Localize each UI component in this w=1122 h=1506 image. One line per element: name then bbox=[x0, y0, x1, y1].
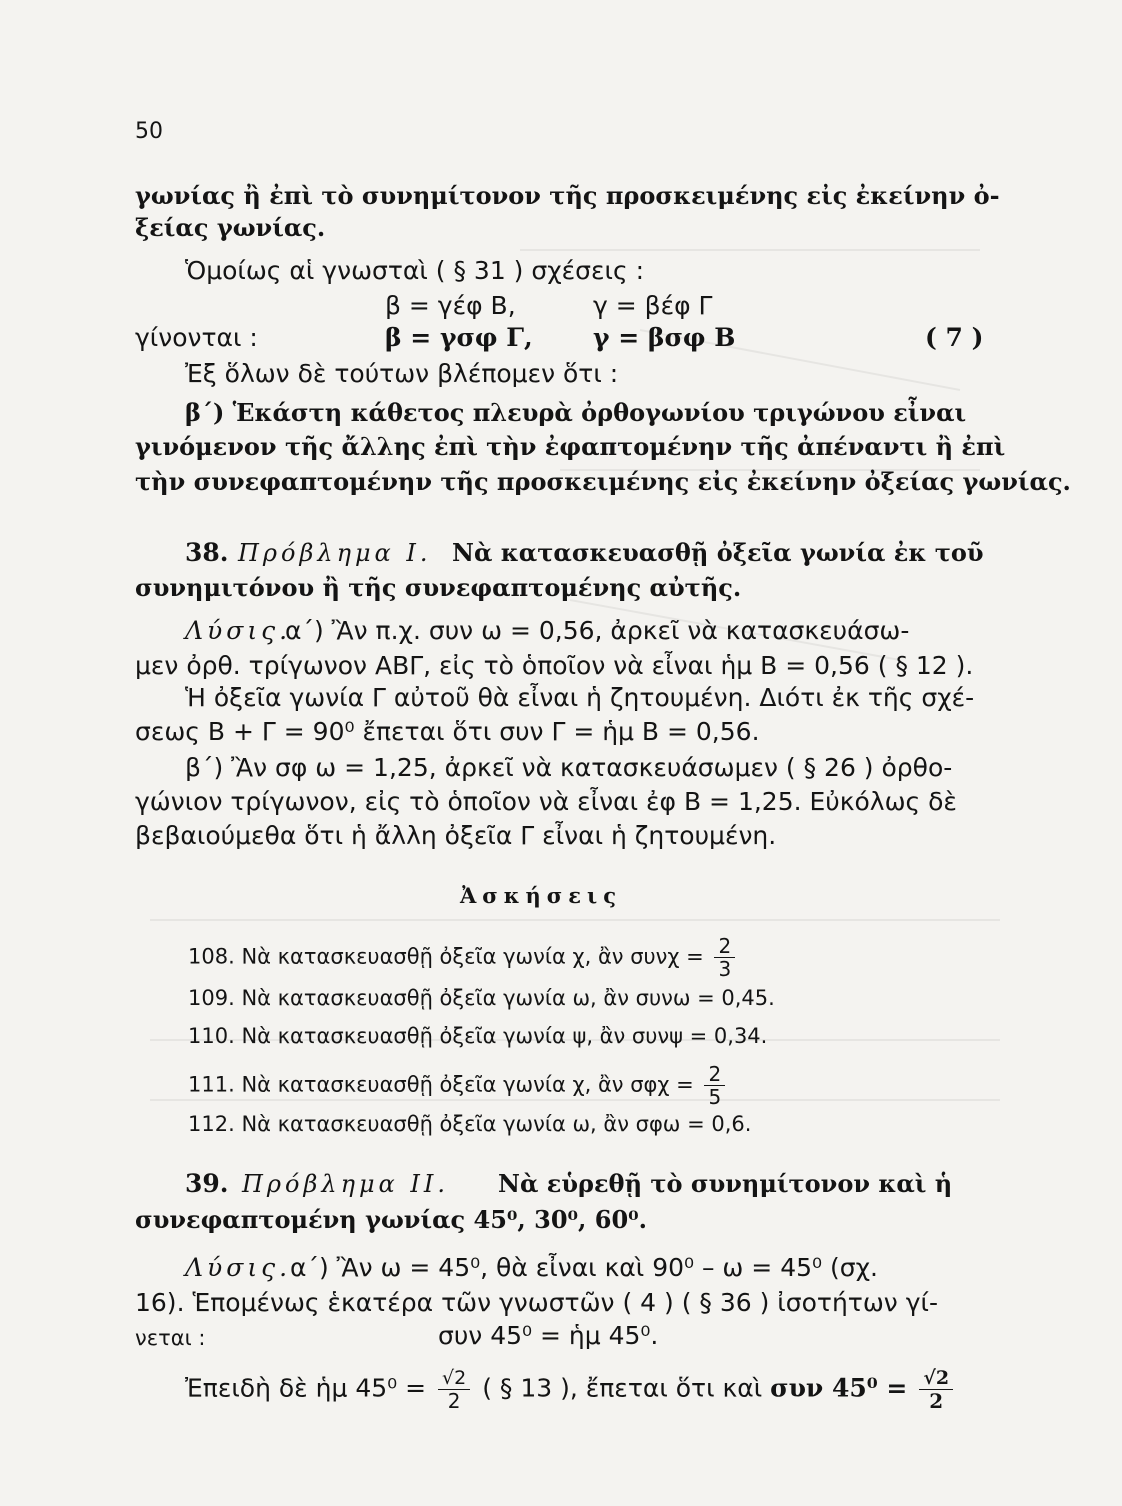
exercise-number: 112. bbox=[188, 1112, 235, 1136]
conclusion-intro: Ἐξ ὅλων δὲ τούτων βλέπομεν ὅτι : bbox=[185, 359, 619, 388]
problem-39-title-1: Νὰ εὑρεθῇ τὸ συνημίτονον καὶ ἡ bbox=[498, 1169, 953, 1198]
exercises-heading: Ἀσκήσεις bbox=[460, 883, 622, 908]
solution-38-line-2: μεν ὀρθ. τρίγωνον ΑΒΓ, εἰς τὸ ὁποῖον νὰ εἶναι ἡμ Β = 0,56 ( § 12 ). bbox=[135, 651, 974, 680]
equation-number: ( 7 ) bbox=[925, 323, 984, 352]
exercise-number: 108. bbox=[188, 944, 235, 969]
line-4-text-c: συν 45⁰ = bbox=[770, 1373, 908, 1403]
theorem-line-1: β΄) Ἑκάστη κάθετος πλευρὰ ὀρθογωνίου τριγώνου εἶναι bbox=[185, 398, 967, 427]
intro-line-3: Ὁμοίως αἱ γνωσταὶ ( § 31 ) σχέσεις : bbox=[185, 256, 645, 285]
exercise-111 bbox=[188, 1063, 729, 1108]
solution-38-line-1: α΄) Ἂν π.χ. συν ω = 0,56, ἀρκεῖ νὰ κατασκευάσω- bbox=[285, 616, 910, 645]
problem-38-label: Πρόβλημα Ι. bbox=[238, 539, 432, 567]
exercise-number: 111. bbox=[188, 1072, 235, 1097]
problem-39-title-2: συνεφαπτομένη γωνίας 45⁰, 30⁰, 60⁰. bbox=[135, 1205, 648, 1234]
intro-line-1: γωνίας ἢ ἐπὶ τὸ συνημίτονον τῆς προσκειμένης εἰς ἐκείνην ὀ- bbox=[135, 181, 1000, 210]
solution-39-line-4 bbox=[185, 1367, 957, 1412]
fraction-denominator: 2 bbox=[929, 1389, 944, 1413]
theorem-line-3: τὴν συνεφαπτομένην τῆς προσκειμένης εἰς ἐκείνην ὀξείας γωνίας. bbox=[135, 467, 1071, 496]
solution-39-label: Λύσις. bbox=[185, 1253, 292, 1282]
exercise-text: Νὰ κατασκευασθῇ ὀξεῖα γωνία ω, ἂν συνω = 0,45. bbox=[241, 986, 775, 1010]
solution-38-line-3: Ἡ ὀξεῖα γωνία Γ αὐτοῦ θὰ εἶναι ἡ ζητουμένη. Διότι ἐκ τῆς σχέ- bbox=[185, 683, 975, 712]
sqrt2-over-2-fraction-bold bbox=[919, 1367, 953, 1412]
fraction-denominator: 3 bbox=[718, 957, 732, 981]
problem-38-title-2: συνημιτόνου ἢ τῆς συνεφαπτομένης αὐτῆς. bbox=[135, 573, 742, 602]
solution-39-line-2: 16). Ἑπομένως ἑκατέρα τῶν γνωστῶν ( 4 ) ( § 36 ) ἰσοτήτων γί- bbox=[135, 1288, 938, 1317]
problem-38-number: 38. bbox=[185, 538, 229, 567]
line-4-text-b: ( § 13 ), ἔπεται ὅτι καὶ bbox=[482, 1373, 763, 1403]
equation-1-right: γ = βέφ Γ bbox=[593, 291, 713, 320]
equation-2-label: γίνονται : bbox=[135, 323, 258, 352]
intro-line-2: ξείας γωνίας. bbox=[135, 213, 326, 242]
problem-39-number: 39. bbox=[185, 1169, 229, 1198]
solution-39-line-3-label: νεται : bbox=[135, 1326, 206, 1350]
solution-39-line-3-equation: συν 45⁰ = ἡμ 45⁰. bbox=[438, 1321, 659, 1350]
exercise-110 bbox=[188, 1020, 767, 1052]
fraction-numerator: 2 bbox=[704, 1063, 725, 1086]
exercise-text: Νὰ κατασκευασθῇ ὀξεῖα γωνία ψ, ἂν συνψ = 0,34. bbox=[241, 1024, 768, 1048]
fraction bbox=[714, 935, 735, 980]
equation-2-left: β = γσφ Γ, bbox=[385, 323, 533, 352]
solution-39-line-1: α΄) Ἂν ω = 45⁰, θὰ εἶναι καὶ 90⁰ – ω = 45⁰ (σχ. bbox=[290, 1253, 878, 1282]
solution-38-line-7: βεβαιούμεθα ὅτι ἡ ἄλλη ὀξεῖα Γ εἶναι ἡ ζητουμένη. bbox=[135, 821, 777, 850]
equation-1-left: β = γέφ Β, bbox=[385, 291, 516, 320]
fraction-numerator: 2 bbox=[714, 935, 735, 958]
fraction-denominator: 5 bbox=[708, 1085, 722, 1109]
fraction-numerator: √2 bbox=[919, 1367, 953, 1390]
solution-38-line-4: σεως Β + Γ = 90⁰ ἔπεται ὅτι συν Γ = ἡμ Β = 0,56. bbox=[135, 717, 760, 746]
problem-39-label: Πρόβλημα ΙΙ. bbox=[242, 1170, 449, 1198]
line-4-text-a: Ἐπειδὴ δὲ ἡμ 45⁰ = bbox=[185, 1373, 427, 1403]
fraction-denominator: 2 bbox=[447, 1389, 461, 1413]
theorem-line-2: γινόμενον τῆς ἄλλης ἐπὶ τὴν ἐφαπτομένην τῆς ἀπέναντι ἢ ἐπὶ bbox=[135, 432, 1006, 461]
exercise-text: Νὰ κατασκευασθῇ ὀξεῖα γωνία ω, ἂν σφω = 0,6. bbox=[241, 1112, 752, 1136]
page-number: 50 bbox=[135, 119, 163, 144]
exercise-109 bbox=[188, 982, 775, 1014]
solution-38-line-5: β΄) Ἂν σφ ω = 1,25, ἀρκεῖ νὰ κατασκευάσωμεν ( § 26 ) ὀρθο- bbox=[185, 753, 953, 782]
exercise-text: Νὰ κατασκευασθῇ ὀξεῖα γωνία χ, ἂν συνχ = bbox=[241, 944, 704, 969]
exercise-number: 109. bbox=[188, 986, 235, 1010]
exercise-108 bbox=[188, 935, 739, 980]
exercise-112 bbox=[188, 1108, 751, 1140]
exercise-number: 110. bbox=[188, 1024, 235, 1048]
problem-38-title-1: Νὰ κατασκευασθῇ ὀξεῖα γωνία ἐκ τοῦ bbox=[452, 538, 984, 567]
sqrt2-over-2-fraction bbox=[438, 1367, 470, 1412]
solution-38-label: Λύσις. bbox=[185, 616, 292, 645]
solution-38-line-6: γώνιον τρίγωνον, εἰς τὸ ὁποῖον νὰ εἶναι ἐφ Β = 1,25. Εὐκόλως δὲ bbox=[135, 787, 957, 816]
fraction-numerator: √2 bbox=[438, 1367, 470, 1390]
equation-2-right: γ = βσφ Β bbox=[593, 323, 736, 352]
exercise-text: Νὰ κατασκευασθῇ ὀξεῖα γωνία χ, ἂν σφχ = bbox=[241, 1072, 694, 1097]
fraction bbox=[704, 1063, 725, 1108]
